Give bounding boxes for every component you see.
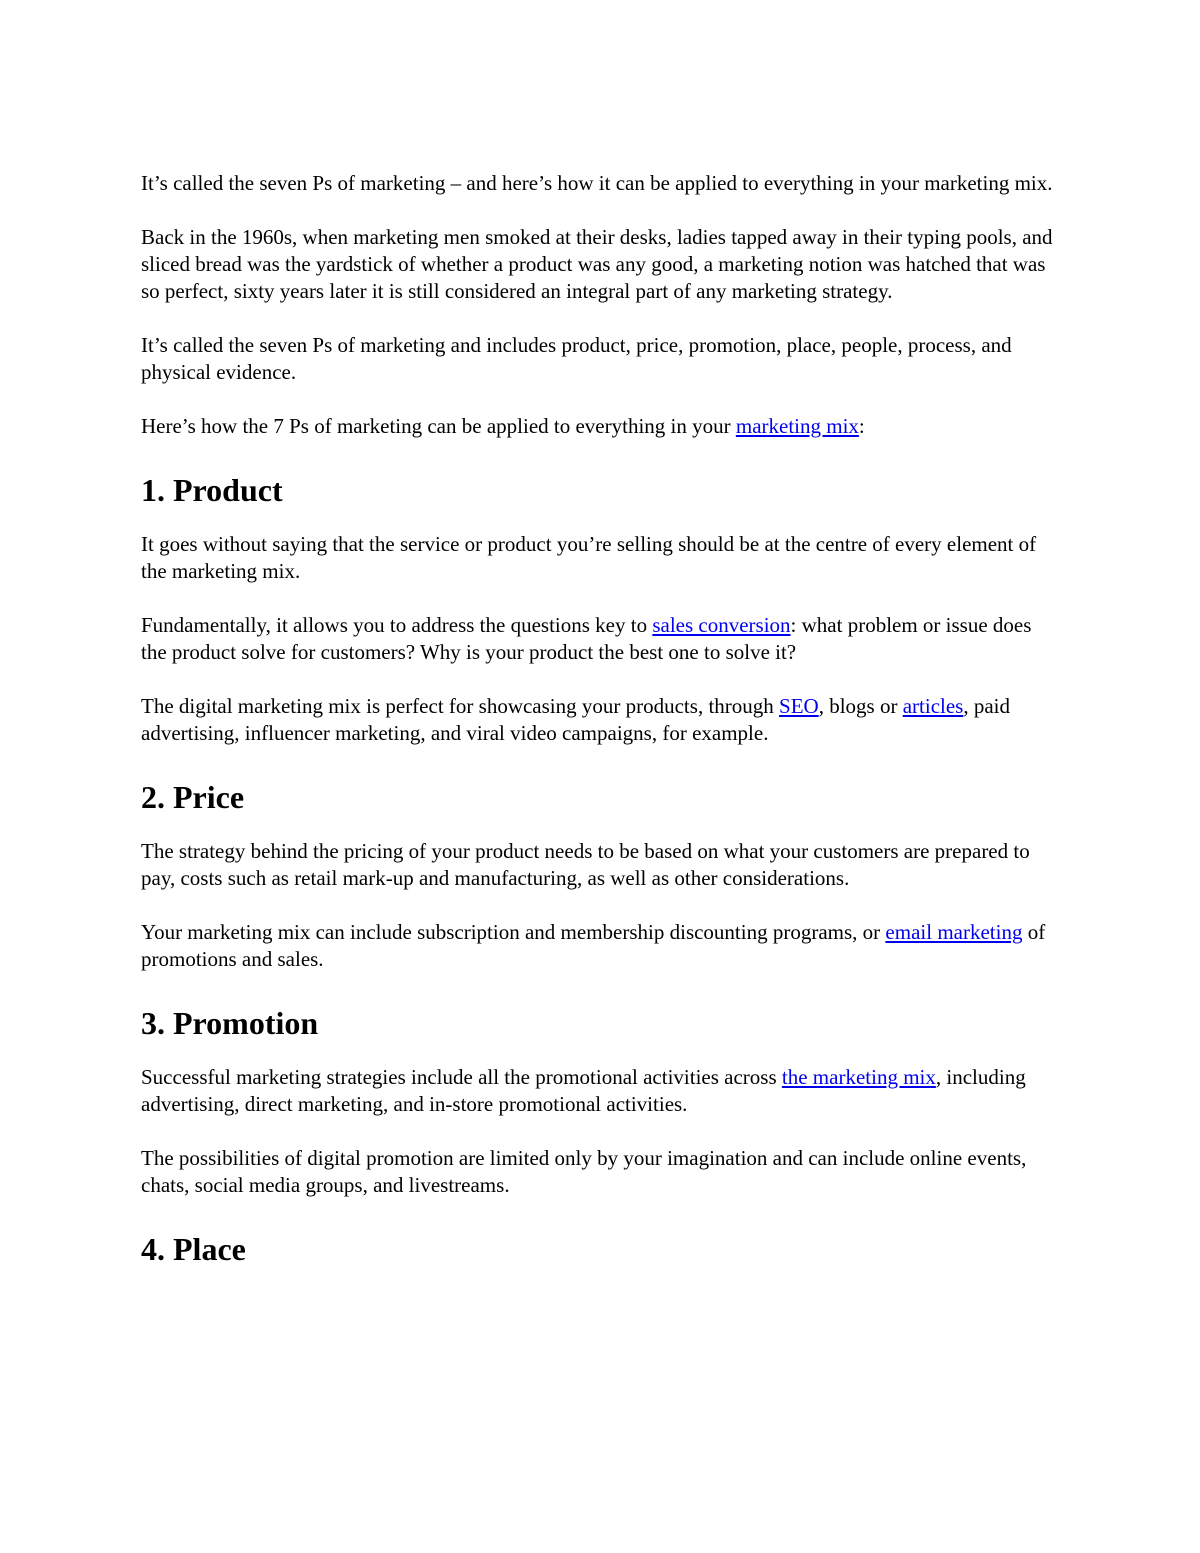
intro-paragraph: It’s called the seven Ps of marketing – and here’s how it can be applied to everything in your marketing mix.	[141, 171, 1053, 195]
seo-link[interactable]: SEO	[779, 694, 819, 718]
section-paragraph	[141, 1064, 1059, 1118]
section-paragraph	[141, 919, 1059, 973]
section-heading-place: 4. Place	[141, 1231, 246, 1267]
marketing-mix-link[interactable]: marketing mix	[735, 414, 859, 438]
paragraph-text: Successful marketing strategies include all the promotional activities across	[141, 1065, 782, 1089]
section-paragraph: It goes without saying that the service or product you’re selling should be at the centre of every element of the marketing mix.	[141, 532, 1037, 583]
paragraph-text: Your marketing mix can include subscription and membership discounting programs, or	[141, 920, 886, 944]
paragraph-text: , including advertising, direct marketing, and in-store promotional activities.	[141, 1065, 1026, 1116]
intro-paragraph	[141, 413, 1059, 440]
paragraph-text: , paid advertising, influencer marketing, and viral video campaigns, for example.	[141, 694, 1011, 745]
paragraph-text: :	[858, 414, 865, 438]
section-paragraph	[141, 612, 1059, 666]
section-heading-price: 2. Price	[141, 779, 245, 815]
paragraph-text: Here’s how the 7 Ps of marketing can be applied to everything in your	[141, 414, 736, 438]
intro-paragraph: It’s called the seven Ps of marketing and includes product, price, promotion, place, people, process, and physical evidence.	[141, 333, 1012, 384]
section-heading-promotion: 3. Promotion	[141, 1005, 319, 1041]
section-heading-product: 1. Product	[141, 472, 283, 508]
sales-conversion-link[interactable]: sales conversion	[652, 613, 791, 637]
section-paragraph: The strategy behind the pricing of your product needs to be based on what your customers are prepared to pay, costs such as retail mark-up and manufacturing, as well as other considerations.	[141, 839, 1030, 890]
the-marketing-mix-link[interactable]: the marketing mix	[781, 1065, 936, 1089]
document-body	[141, 170, 1059, 1267]
section-paragraph: The possibilities of digital promotion are limited only by your imagination and can include online events, chats, social media groups, and livestreams.	[141, 1146, 1027, 1197]
paragraph-text: Fundamentally, it allows you to address the questions key to	[141, 613, 653, 637]
paragraph-text: : what problem or issue does the product solve for customers? Why is your product the best one to solve it?	[141, 613, 1032, 664]
email-marketing-link[interactable]: email marketing	[885, 920, 1023, 944]
paragraph-text: of promotions and sales.	[141, 920, 1046, 971]
paragraph-text: , blogs or	[818, 694, 903, 718]
section-paragraph	[141, 693, 1059, 747]
paragraph-text: The digital marketing mix is perfect for showcasing your products, through	[141, 694, 780, 718]
intro-paragraph: Back in the 1960s, when marketing men smoked at their desks, ladies tapped away in their typing pools, and sliced bread was the yardstick of whether a product was any good, a marketing notion was hatched that was so perfect, sixty years later it is still considered an integral part of any marketing strategy.	[141, 225, 1053, 303]
articles-link[interactable]: articles	[902, 694, 964, 718]
